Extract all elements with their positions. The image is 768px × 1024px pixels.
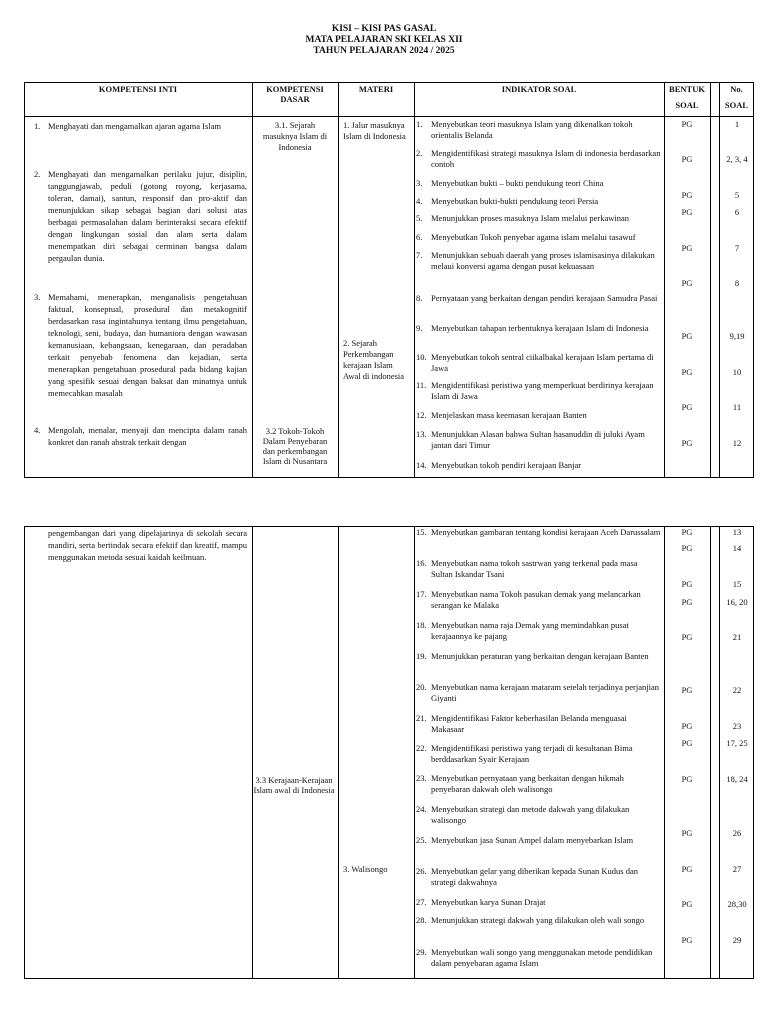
nomor-soal: 7	[734, 243, 740, 253]
header-indikator-soal: INDIKATOR SOAL	[501, 84, 577, 94]
item-number: 4.	[34, 425, 41, 435]
nomor-soal: 27	[732, 864, 742, 874]
indikator-item: 29. Menyebutkan wali songo yang menggunakan metode pendidikan dalam penyebaran agama Islam	[416, 947, 653, 968]
indikator-item: 2. Mengidentifikasi strategi masuknya Islam di indonesia berdasarkan contoh	[416, 148, 661, 169]
column-divider	[664, 526, 665, 979]
column-divider	[664, 82, 665, 478]
indikator-item: 15. Menyebutkan gambaran tentang kondisi kerajaan Aceh Darussalam	[416, 527, 661, 537]
bentuk-soal: PG	[681, 828, 693, 838]
doc-title-line3: TAHUN PELAJARAN 2024 / 2025	[313, 46, 455, 56]
nomor-soal: 12	[732, 438, 742, 448]
kompetensi-dasar-3-1: 3.1. Sejarah masuknya Islam di Indonesia	[262, 120, 328, 152]
indikator-item: 19. Menunjukkan peraturan yang berkaitan dengan kerajaan Banten	[416, 651, 649, 661]
bentuk-soal: PG	[681, 721, 693, 731]
item-text: Menghayati dan mengamalkan perilaku jujur, disiplin, tanggungjawab, peduli (gotong royong, kerjasama, toleran, damai), santun, responsif dan pro-aktif dan menunjukkan sikap sebagai bagian dari solusi atas berbagai permasalahan dalam berinteraksi secara efektif dengan lingkungan sosial dan alam serta dalam menempatkan diri sebagai cerminan bangsa dalam pergaulan dunia.	[48, 169, 247, 263]
indikator-item: 20. Menyebutkan nama kerajaan mataram setelah terjadinya perjanjian Giyanti	[416, 682, 659, 703]
header-bentuk-line2: SOAL	[675, 100, 699, 110]
nomor-soal: 16, 20	[726, 597, 748, 607]
column-divider	[710, 82, 711, 478]
nomor-soal: 1	[734, 119, 740, 129]
bentuk-soal: PG	[681, 597, 693, 607]
column-divider	[338, 82, 339, 478]
nomor-soal: 5	[734, 190, 740, 200]
indikator-item: 27. Menyebutkan karya Sunan Drajat	[416, 897, 546, 907]
materi-walisongo: 3. Walisongo	[343, 864, 388, 874]
nomor-soal: 10	[732, 367, 742, 377]
column-divider	[414, 82, 415, 478]
bentuk-soal: PG	[681, 402, 693, 412]
nomor-soal: 26	[732, 828, 742, 838]
kompetensi-dasar-3-2: 3.2 Tokoh-Tokoh Dalam Penyebaran dan perkembangan Islam di Nusantara	[262, 426, 328, 466]
kompetensi-inti-item	[34, 291, 247, 399]
bentuk-soal: PG	[681, 899, 693, 909]
indikator-item: 25. Menyebutkan jasa Sunan Ampel dalam menyebarkan Islam	[416, 835, 634, 845]
column-divider	[252, 526, 253, 979]
bentuk-soal: PG	[681, 367, 693, 377]
nomor-soal: 15	[732, 579, 742, 589]
indikator-item: 16. Menyebutkan nama tokoh sastrwan yang terkenal pada masa Sultan Iskandar Tsani	[416, 558, 638, 579]
nomor-soal: 14	[732, 543, 742, 553]
nomor-soal: 28,30	[727, 899, 747, 909]
nomor-soal: 11	[732, 402, 742, 412]
bentuk-soal: PG	[681, 738, 693, 748]
indikator-item: 1. Menyebutkan teori masuknya Islam yang dikenalkan tokoh orientalis Belanda	[416, 119, 633, 140]
indikator-item: 21. Mengidentifikasi Faktor keberhasilan Belanda menguasai Makasaar	[416, 713, 627, 734]
header-bentuk-line1: BENTUK	[669, 84, 705, 94]
kompetensi-dasar-3-3: 3.3 Kerajaan-Kerajaan Islam awal di Indonesia	[253, 775, 335, 795]
item-number: 2.	[34, 169, 41, 179]
indikator-item: 11. Mengidentifikasi peristiwa yang memperkuat berdirinya kerajaan Islam di Jawa	[416, 380, 654, 401]
nomor-soal: 13	[732, 527, 742, 537]
indikator-item: 7. Menunjukkan sebuah daerah yang proses islamisasinya dilakukan melaui konversi agama dengan pusat kekuasaan	[416, 250, 655, 271]
indikator-item: 26. Menyebutkan gelar yang diberikan kepada Sunan Kudus dan strategi dakwahnya	[416, 866, 639, 887]
bentuk-soal: PG	[681, 438, 693, 448]
indikator-item: 24. Menyebutkan strategi dan metode dakwah yang dilakukan walisongo	[416, 804, 630, 825]
indikator-item: 10. Menyebutkan tokoh sentral ciikalbakal kerajaan Islam pertama di Jawa	[416, 352, 654, 373]
bentuk-soal: PG	[681, 685, 693, 695]
bentuk-soal: PG	[681, 207, 693, 217]
item-number: 1.	[34, 121, 41, 131]
column-divider	[338, 526, 339, 979]
column-divider	[252, 82, 253, 478]
indikator-item: 6. Menyebutkan Tokoh penyebar agama islam melalui tasawuf	[416, 232, 636, 242]
indikator-item: 5. Menunjukkan proses masuknya Islam melalui perkawinan	[416, 213, 630, 223]
kompetensi-inti-item	[34, 424, 247, 448]
header-separator	[24, 116, 754, 117]
header-materi: MATERI	[358, 84, 394, 94]
bentuk-soal: PG	[681, 154, 693, 164]
bentuk-soal: PG	[681, 190, 693, 200]
materi-jalur-masuknya-islam: 1. Jalur masuknya Islam di Indonesia	[343, 120, 406, 141]
item-number: 3.	[34, 292, 41, 302]
nomor-soal: 9,19	[729, 331, 745, 341]
bentuk-soal: PG	[681, 935, 693, 945]
bentuk-soal: PG	[681, 864, 693, 874]
item-text: pengembangan dari yang dipelajarinya di sekolah secara mandiri, serta bertindak secara efektif dan kreatif, mampu menggunakan metoda sesuai kaidah keilmuan.	[48, 528, 247, 562]
header-no-line2: SOAL	[724, 100, 749, 110]
doc-title-line2: MATA PELAJARAN SKI KELAS XII	[305, 35, 463, 45]
indikator-item: 4. Menyebutkan bukti-bukti pendukung teori Persia	[416, 196, 599, 206]
nomor-soal: 8	[734, 278, 740, 288]
nomor-soal: 29	[732, 935, 742, 945]
nomor-soal: 17, 25	[726, 738, 748, 748]
column-divider	[719, 526, 720, 979]
nomor-soal: 21	[732, 632, 742, 642]
header-kompetensi-dasar-line1: KOMPETENSI	[266, 84, 324, 94]
kompetensi-inti-item	[34, 168, 247, 264]
item-text: Menghayati dan mengamalkan ajaran agama Islam	[48, 121, 221, 131]
column-divider	[710, 526, 711, 979]
indikator-item: 17. Menyebutkan nama Tokoh pasukan demak yang melancarkan serangan ke Malaka	[416, 589, 641, 610]
header-kompetensi-dasar-line2: DASAR	[280, 94, 310, 104]
bentuk-soal: PG	[681, 243, 693, 253]
kompetensi-inti-item	[34, 120, 247, 132]
doc-title-line1: KISI – KISI PAS GASAL	[331, 24, 437, 34]
bentuk-soal: PG	[681, 278, 693, 288]
bentuk-soal: PG	[681, 331, 693, 341]
item-text: Mengolah, menalar, menyaji dan mencipta dalam ranah konkret dan ranah abstrak terkait dengan	[48, 425, 247, 447]
indikator-item: 9. Menyebutkan tahapan terbentuknya kerajaan Islam di Indonesia	[416, 323, 649, 333]
nomor-soal: 18, 24	[726, 774, 748, 784]
bentuk-soal: PG	[681, 774, 693, 784]
header-kompetensi-inti: KOMPETENSI INTI	[98, 84, 178, 94]
bentuk-soal: PG	[681, 527, 693, 537]
indikator-item: 3. Menyebutkan bukti – bukti pendukung teori China	[416, 178, 604, 188]
nomor-soal: 6	[734, 207, 740, 217]
column-divider	[414, 526, 415, 979]
header-no-line1: No.	[730, 84, 743, 94]
materi-sejarah-perkembangan: 2. Sejarah Perkembangan kerajaan Islam Awal di indonesia	[343, 338, 405, 381]
indikator-item: 12. Menjelaskan masa keemasan kerajaan Banten	[416, 410, 587, 420]
bentuk-soal: PG	[681, 579, 693, 589]
nomor-soal: 2, 3, 4	[726, 154, 748, 164]
indikator-item: 18. Menyebutkan nama raja Demak yang memindahkan pusat kerajaannya ke pajang	[416, 620, 629, 641]
nomor-soal: 23	[732, 721, 742, 731]
indikator-item: 14. Menyebutkan tokoh pendiri kerajaan Banjar	[416, 460, 582, 470]
bentuk-soal: PG	[681, 119, 693, 129]
nomor-soal: 22	[732, 685, 742, 695]
bentuk-soal: PG	[681, 543, 693, 553]
bentuk-soal: PG	[681, 632, 693, 642]
indikator-item: 22. Mengidentifikasi peristiwa yang terjadi di kesultanan Bima berddasarkan Syair Kerajaan	[416, 743, 633, 764]
item-text: Memahami, menerapkan, menganalisis pengetahuan faktual, konseptual, prosedural dan metakognitif berdasarkan rasa ingintahunya tentang ilmu pengetahuan, teknologi, seni, budaya, dan humaniora dengan wawasan kemanusiaan, kebangsaan, kenegaraan, dan peradaban terkait penyebab fenomena dan kejadian, serta menerapkan pengetahuan prosedural pada bidang kajian yang spesifik sesuai dengan baksat dan minatnya untuk memecahkan masalah	[48, 292, 247, 398]
indikator-item: 23. Menyebutkan pernyataan yang berkaitan dengan hikmah penyebaran dakwah oleh walisongo	[416, 773, 624, 794]
indikator-item: 28. Menunjukkan strategi dakwah yang dilakukan oleh wali songo	[416, 915, 645, 925]
kompetensi-inti-continued	[48, 527, 247, 563]
indikator-item: 13. Menunjukkan Alasan bahwa Sultan hasanuddin di juluki Ayam jantan dari Timur	[416, 429, 645, 450]
indikator-item: 8. Pernyataan yang berkaitan dengan pendiri kerajaan Samudra Pasai	[416, 293, 658, 303]
